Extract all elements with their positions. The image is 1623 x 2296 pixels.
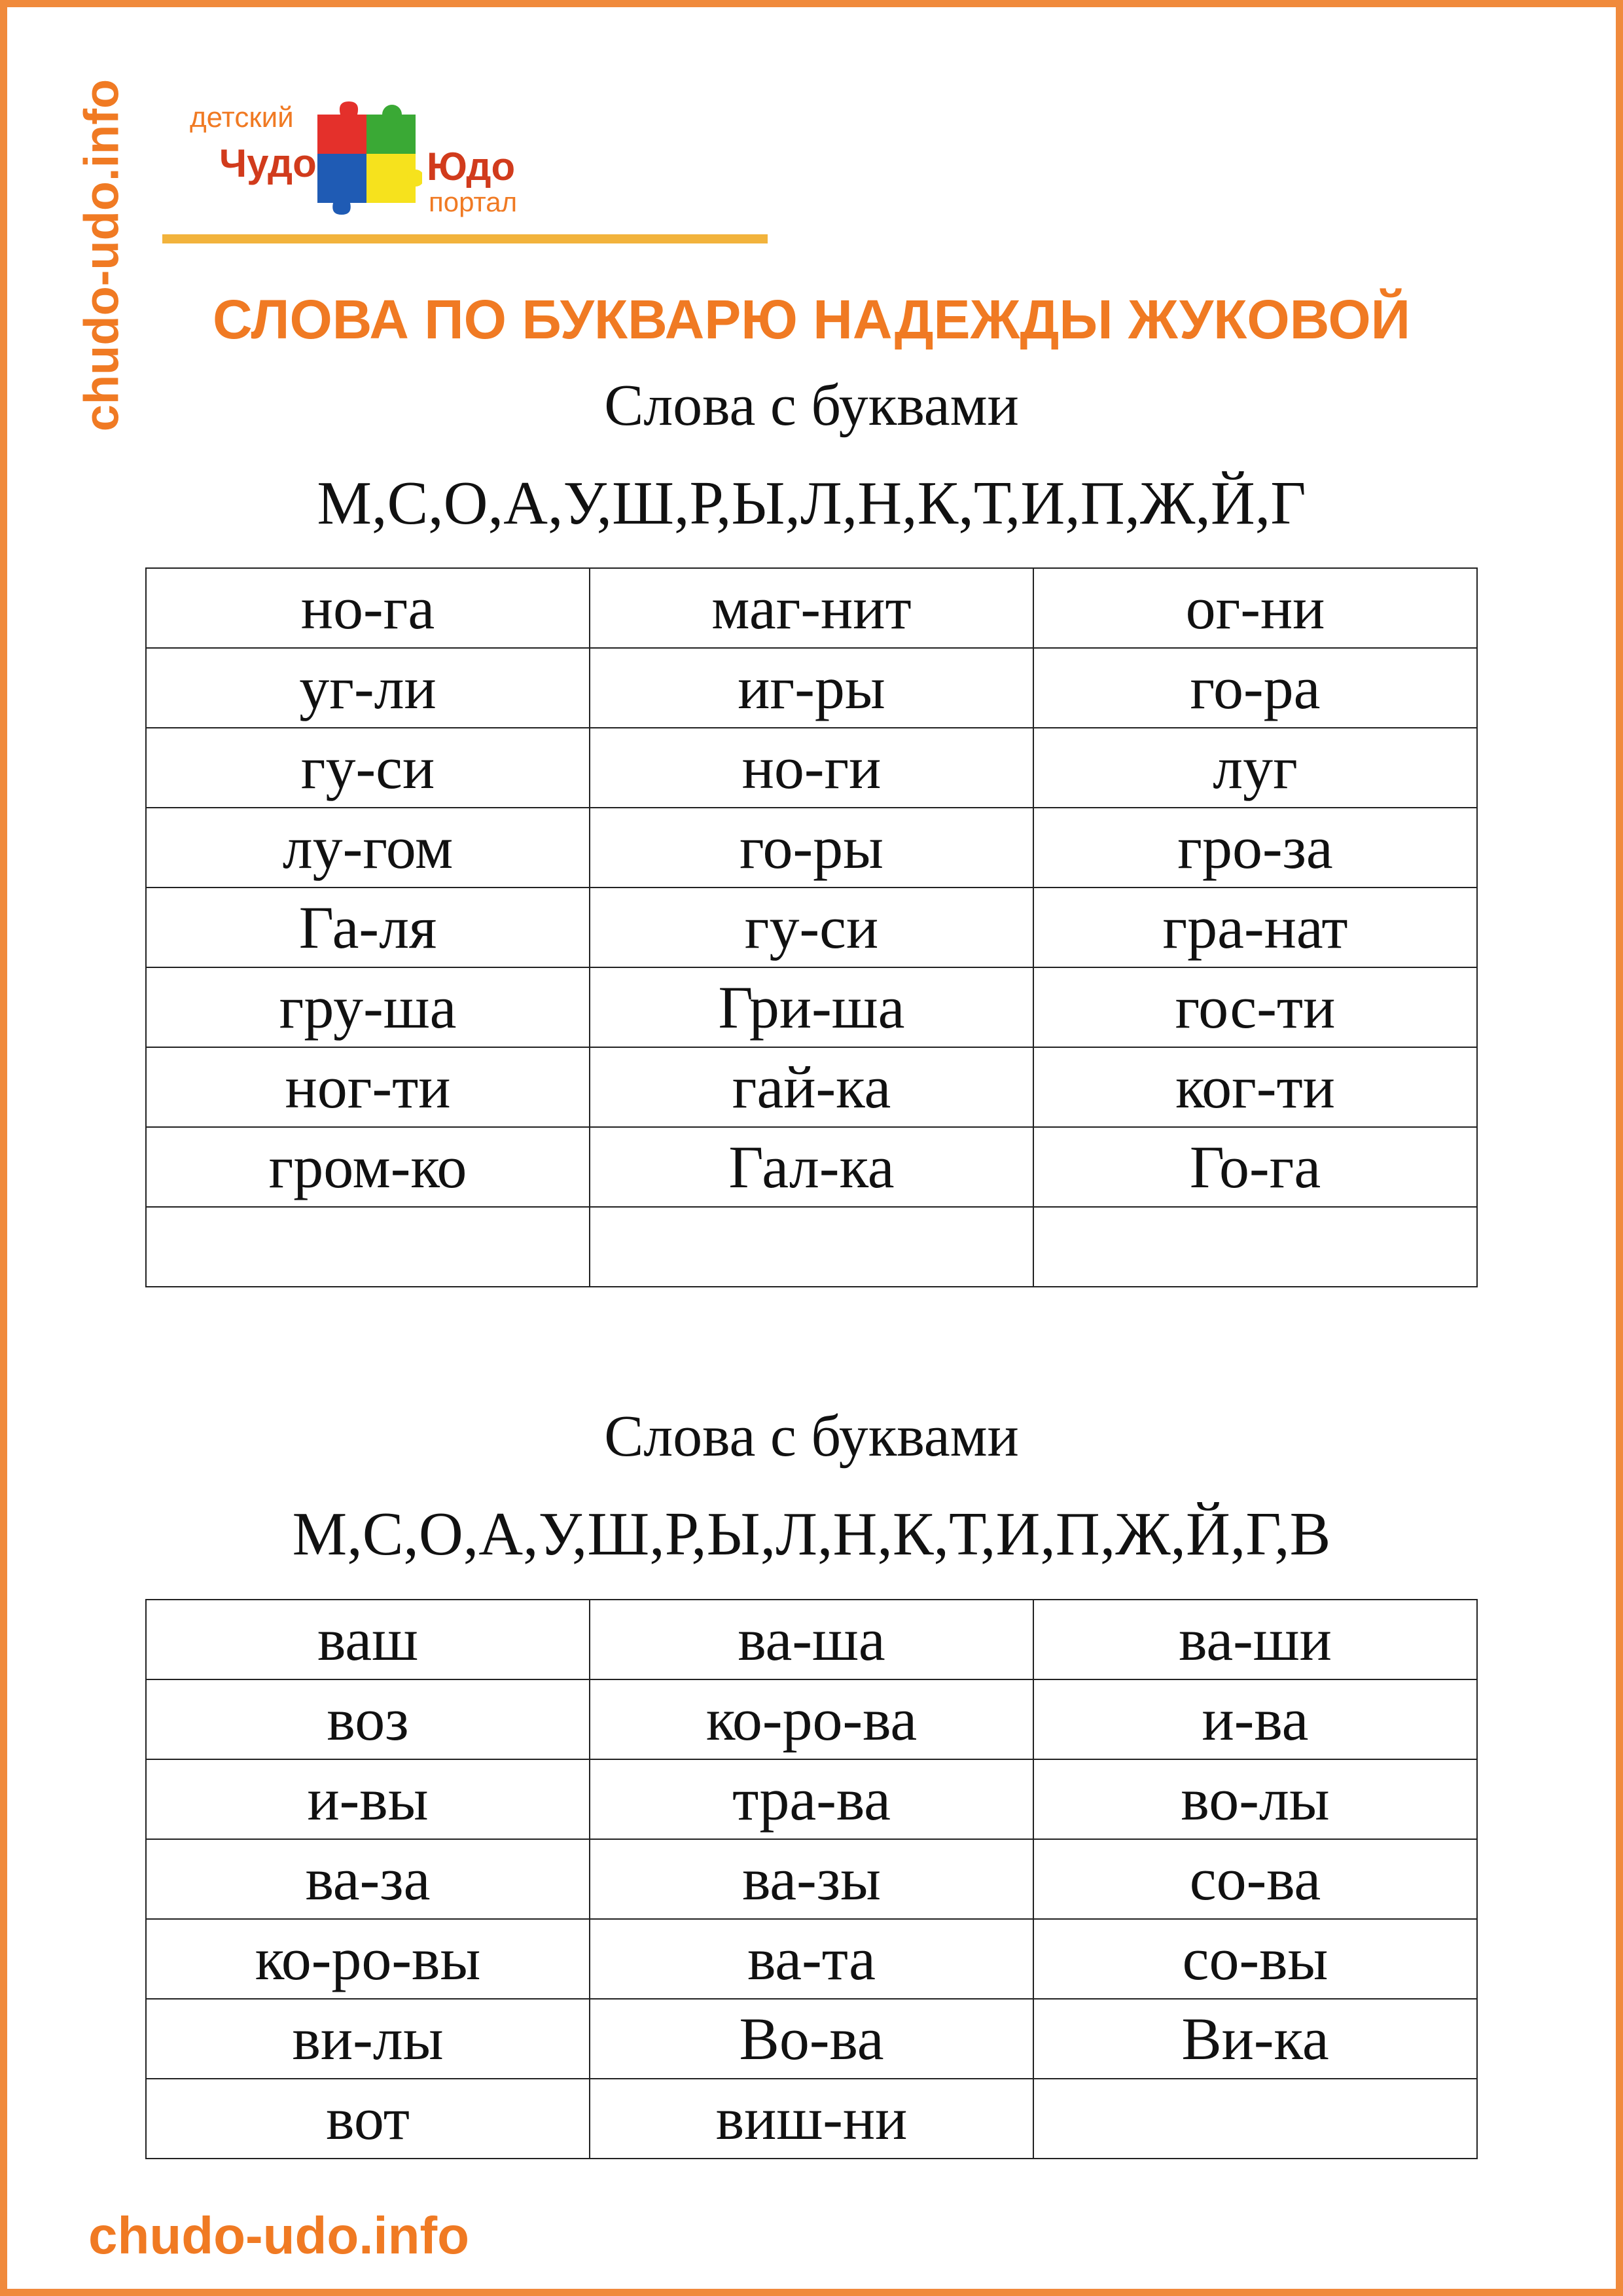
table-row: [146, 967, 1477, 1047]
word-cell: ког-ти: [1033, 1047, 1477, 1127]
section2-words-table: [145, 1599, 1478, 2159]
word-cell: ви-лы: [146, 1999, 590, 2079]
word-cell: луг: [1033, 728, 1477, 808]
word-cell: вот: [146, 2079, 590, 2159]
site-logo[interactable]: [183, 92, 550, 229]
word-cell: [590, 1207, 1033, 1287]
word-cell: гра-нат: [1033, 888, 1477, 967]
section2-letters: М,С,О,А,У,Ш,Р,Ы,Л,Н,К,Т,И,П,Ж,Й,Г,В: [292, 1500, 1331, 1568]
word-cell: со-ва: [1033, 1839, 1477, 1919]
word-cell: [1033, 1207, 1477, 1287]
table-row: [146, 728, 1477, 808]
word-cell: маг-нит: [590, 568, 1033, 648]
table-row: [146, 1127, 1477, 1207]
word-cell: гос-ти: [1033, 967, 1477, 1047]
logo-word-left: Чудо: [219, 141, 317, 185]
section1-letters: М,С,О,А,У,Ш,Р,Ы,Л,Н,К,Т,И,П,Ж,Й,Г: [317, 469, 1306, 537]
word-cell: Га-ля: [146, 888, 590, 967]
table-row: [146, 1679, 1477, 1759]
word-cell: и-вы: [146, 1759, 590, 1839]
word-cell: ва-за: [146, 1839, 590, 1919]
word-cell: Гри-ша: [590, 967, 1033, 1047]
bottom-site-url[interactable]: chudo-udo.info: [88, 2206, 470, 2265]
word-cell: ваш: [146, 1600, 590, 1679]
table-row: [146, 568, 1477, 648]
word-cell: Го-га: [1033, 1127, 1477, 1207]
word-cell: со-вы: [1033, 1919, 1477, 1999]
word-cell: гро-за: [1033, 808, 1477, 888]
word-cell: Ви-ка: [1033, 1999, 1477, 2079]
word-cell: воз: [146, 1679, 590, 1759]
table-row: [146, 1999, 1477, 2079]
word-cell: ва-та: [590, 1919, 1033, 1999]
word-cell: го-ры: [590, 808, 1033, 888]
word-cell: ко-ро-ва: [590, 1679, 1033, 1759]
word-cell: Гал-ка: [590, 1127, 1033, 1207]
table-row: [146, 1047, 1477, 1127]
word-cell: [146, 1207, 590, 1287]
word-cell: ко-ро-вы: [146, 1919, 590, 1999]
word-cell: го-ра: [1033, 648, 1477, 728]
word-cell: ног-ти: [146, 1047, 590, 1127]
word-cell: лу-гом: [146, 808, 590, 888]
logo-underline: [162, 234, 768, 243]
word-cell: во-лы: [1033, 1759, 1477, 1839]
word-cell: иг-ры: [590, 648, 1033, 728]
word-cell: гу-си: [590, 888, 1033, 967]
word-cell: Во-ва: [590, 1999, 1033, 2079]
word-cell: гру-ша: [146, 967, 590, 1047]
logo-word-bottom: портал: [429, 187, 518, 217]
word-cell: но-ги: [590, 728, 1033, 808]
table-row: [146, 1919, 1477, 1999]
puzzle-logo-icon: [311, 98, 422, 216]
word-cell: ог-ни: [1033, 568, 1477, 648]
word-cell: гром-ко: [146, 1127, 590, 1207]
word-cell: тра-ва: [590, 1759, 1033, 1839]
word-cell: и-ва: [1033, 1679, 1477, 1759]
word-cell: уг-ли: [146, 648, 590, 728]
word-cell: [1033, 2079, 1477, 2159]
word-cell: гу-си: [146, 728, 590, 808]
table-row: [146, 1759, 1477, 1839]
page-title: СЛОВА ПО БУКВАРЮ НАДЕЖДЫ ЖУКОВОЙ: [212, 289, 1411, 350]
section1-subtitle: Слова с буквами: [604, 373, 1019, 438]
table-row: [146, 1600, 1477, 1679]
word-cell: виш-ни: [590, 2079, 1033, 2159]
side-site-url[interactable]: chudo-udo.info: [74, 79, 129, 432]
logo-word-top: детский: [190, 101, 294, 134]
word-cell: ва-ши: [1033, 1600, 1477, 1679]
table-row: [146, 1207, 1477, 1287]
logo-word-right: Юдо: [427, 145, 516, 188]
table-row: [146, 808, 1477, 888]
table-row: [146, 888, 1477, 967]
section2-subtitle: Слова с буквами: [604, 1404, 1019, 1469]
section1-words-table: [145, 567, 1478, 1287]
table-row: [146, 2079, 1477, 2159]
table-row: [146, 1839, 1477, 1919]
table-row: [146, 648, 1477, 728]
word-cell: ва-ша: [590, 1600, 1033, 1679]
word-cell: но-га: [146, 568, 590, 648]
word-cell: гай-ка: [590, 1047, 1033, 1127]
word-cell: ва-зы: [590, 1839, 1033, 1919]
